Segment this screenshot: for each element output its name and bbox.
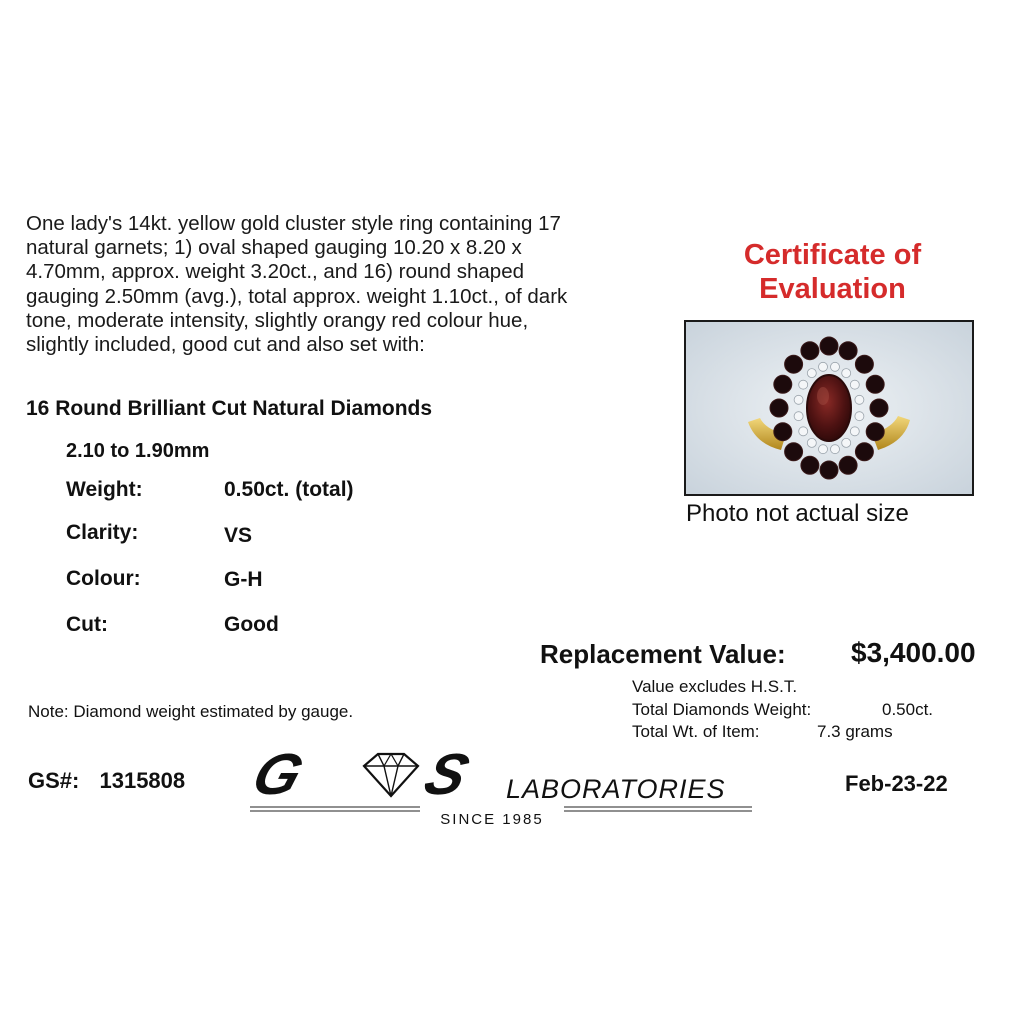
diamond-stone: [807, 438, 816, 447]
ring-photo: [684, 320, 974, 496]
description-line: One lady's 14kt. yellow gold cluster style ring containing 17: [26, 212, 561, 235]
garnet-stone: [839, 456, 857, 474]
clarity-label: Clarity:: [66, 521, 139, 544]
diamond-stone: [794, 412, 803, 421]
certificate-title-line2: Evaluation: [759, 273, 906, 305]
logo-graphic: [244, 748, 764, 830]
diamonds-heading: 16 Round Brilliant Cut Natural Diamonds: [26, 397, 433, 420]
garnet-stone: [855, 355, 873, 373]
description-line: tone, moderate intensity, slightly orangy red colour hue,: [26, 308, 529, 332]
diamond-stone: [831, 362, 840, 371]
tax-note: Value excludes H.S.T.: [632, 677, 798, 696]
logo-letter-s: S: [416, 748, 477, 807]
diamond-stone: [842, 369, 851, 378]
description-line: natural garnets; 1) oval shaped gauging 10.20 x 8.20 x: [26, 236, 522, 260]
diamond-stone: [831, 445, 840, 454]
garnet-stone: [855, 443, 873, 461]
certificate-date: Feb-23-22: [845, 771, 948, 796]
garnet-stone: [785, 443, 803, 461]
garnet-stone: [785, 355, 803, 373]
weight-value: 0.50ct. (total): [224, 478, 354, 501]
garnet-stone: [820, 461, 838, 479]
garnet-stone: [870, 399, 888, 417]
replacement-value-label: Replacement Value:: [540, 639, 786, 669]
garnet-stone: [770, 399, 788, 417]
diamond-stone: [794, 395, 803, 404]
ring-photo-illustration: [686, 322, 972, 494]
diamond-stone: [855, 395, 864, 404]
diamond-stone: [819, 445, 828, 454]
total-item-weight-value: 7.3 grams: [817, 722, 893, 741]
diamond-stone: [850, 427, 859, 436]
diamond-icon: [364, 754, 418, 796]
garnet-stone: [801, 456, 819, 474]
ring-description: [26, 212, 666, 357]
logo-word: LABORATORIES: [506, 774, 726, 804]
certificate-title: [680, 238, 985, 306]
weight-label: Weight:: [66, 478, 143, 501]
logo-letter-g: G: [244, 748, 312, 807]
description-line: slightly included, good cut and also set with:: [26, 333, 425, 357]
diamond-stone: [819, 362, 828, 371]
gs-laboratories-logo: [244, 748, 764, 830]
diamonds-size: 2.10 to 1.90mm: [66, 440, 210, 462]
gs-number-value: 1315808: [99, 768, 186, 793]
diamond-stone: [799, 380, 808, 389]
photo-caption: Photo not actual size: [686, 500, 909, 527]
replacement-value-amount: $3,400.00: [851, 637, 976, 668]
total-diamonds-weight-value: 0.50ct.: [882, 700, 934, 719]
logo-since: SINCE 1985: [440, 811, 544, 828]
diamond-stone: [850, 380, 859, 389]
cut-label: Cut:: [66, 613, 108, 636]
garnet-stone: [866, 375, 884, 393]
total-diamonds-weight-label: Total Diamonds Weight:: [632, 700, 812, 719]
garnet-stone: [839, 342, 857, 360]
description-line: gauging 2.50mm (avg.), total approx. weight 1.10ct., of dark: [26, 284, 568, 308]
diamond-stone: [855, 412, 864, 421]
garnet-stone: [801, 342, 819, 360]
colour-label: Colour:: [66, 567, 141, 590]
gauge-note: Note: Diamond weight estimated by gauge.: [28, 702, 354, 721]
gs-number-label: GS#:: [28, 768, 80, 793]
clarity-value: VS: [224, 524, 253, 547]
garnet-stone: [820, 337, 838, 355]
description-line: 4.70mm, approx. weight 3.20ct., and 16) round shaped: [26, 260, 525, 284]
diamond-stone: [799, 427, 808, 436]
garnet-stone: [866, 423, 884, 441]
diamond-stone: [842, 438, 851, 447]
garnet-stone: [774, 423, 792, 441]
cut-value: Good: [224, 613, 279, 636]
garnet-stone: [774, 375, 792, 393]
diamond-stone: [807, 369, 816, 378]
certificate-title-line1: Certificate of: [743, 239, 922, 271]
total-item-weight-label: Total Wt. of Item:: [632, 722, 760, 741]
colour-value: G-H: [224, 568, 263, 591]
gs-number: [28, 768, 185, 794]
